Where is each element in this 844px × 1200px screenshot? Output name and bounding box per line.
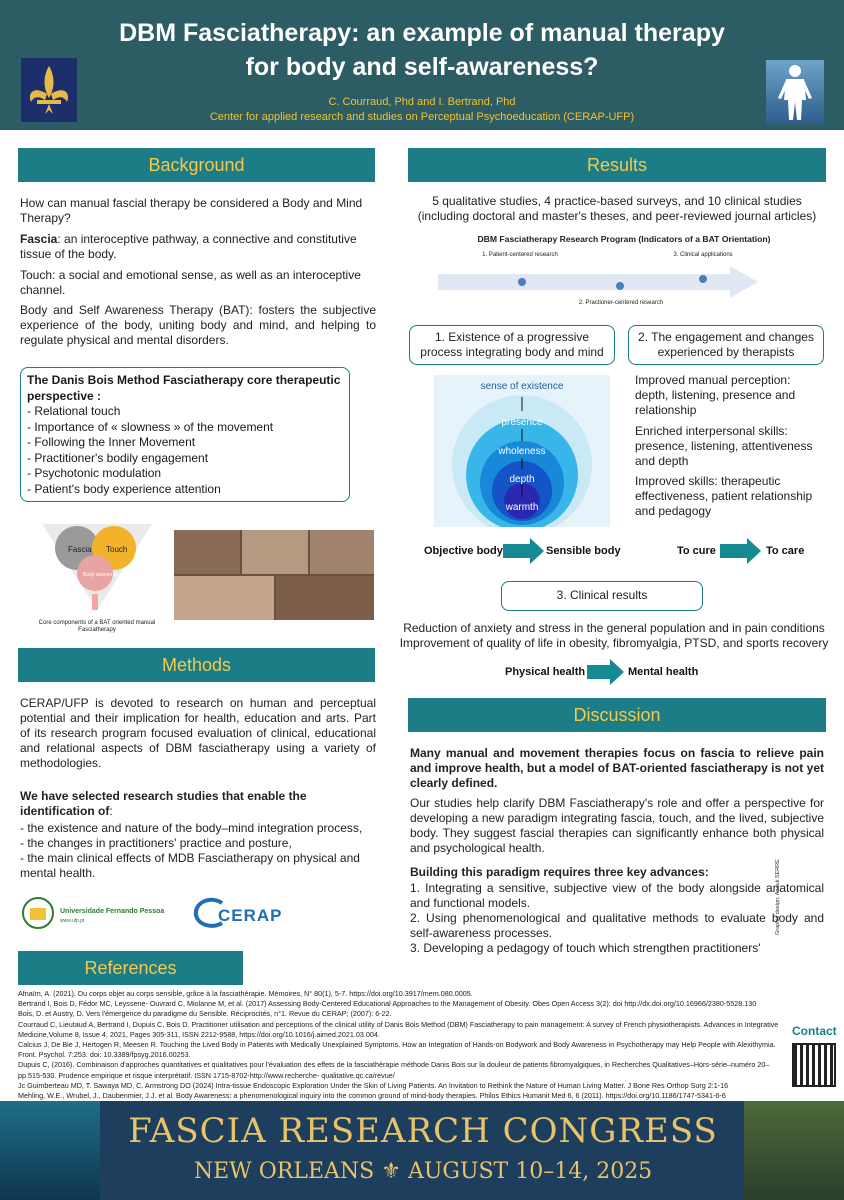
- timeline-label-3: 3. Clinical applications: [673, 252, 733, 258]
- body-figure-logo: [766, 60, 824, 124]
- discussion-heading: Discussion: [408, 698, 826, 732]
- result-box-3: 3. Clinical results: [501, 581, 703, 611]
- danis-item: - Importance of « slowness » of the movement: [27, 419, 274, 434]
- methods-list: [20, 821, 376, 881]
- congress-footer: [0, 1101, 844, 1200]
- methods-bold: [20, 789, 376, 819]
- label-warmth: warmth: [505, 502, 539, 513]
- fleur-de-lis-small-icon: ⚜: [381, 1159, 408, 1184]
- ufp-crest-icon: [20, 896, 56, 930]
- results-heading: Results: [408, 148, 826, 182]
- discussion-bold-2: Building this paradigm requires three key advances:: [410, 865, 709, 879]
- title-line-1: DBM Fasciatherapy: an example of manual therapy: [119, 19, 725, 47]
- objective-body-label: Objective body: [424, 545, 503, 557]
- danis-item: - Psychotonic modulation: [27, 466, 162, 480]
- congress-dates: AUGUST 10–14, 2025: [407, 1159, 653, 1184]
- fascia-label: Fascia: [20, 232, 58, 246]
- methods-colon: :: [109, 804, 113, 818]
- background-heading: Background: [18, 148, 375, 182]
- reference-item: Courraud C, Lieutaud A, Bertrand I, Dupuis C, Bois D. Practitioner utilisation and perceptions of the clinical utility of Danis Bois Method (DBM) Fasciatherapy to pain management: A survey of French physiotherapists. Advances in Integrative Medicine,Volume 8, Issue 4, 2021, Pages 305-311, ISSN 2212-9588, https://doi.org/10.1016/j.aimed.2021.03.004.: [18, 1019, 779, 1039]
- methods-bold-1: We have selected research studies that enable the: [20, 789, 307, 803]
- methods-item: - the changes in practitioners' practice and posture,: [20, 836, 292, 850]
- methods-item: - the main clinical effects of MDB Fasciatherapy on physical and mental health.: [20, 851, 360, 880]
- background-p1: How can manual fascial therapy be considered a Body and Mind Therapy?: [20, 196, 363, 225]
- objective-to-sensible-arrow: [503, 544, 531, 558]
- venn-center-label: Body awaren ess: [83, 572, 122, 578]
- discussion-list: [410, 881, 824, 956]
- ufp-url: www.ufp.pt: [60, 918, 85, 924]
- discussion-p2: Our studies help clarify DBM Fasciatherapy's role and offer a perspective for developing a new paradigm integrating fascia, touch, and the lived, subjective body. They suggest fascial therapies can significantly enhance both physical and psychological health.: [410, 796, 824, 855]
- therapist-change-1: Improved manual perception: depth, listening, presence and relationship: [635, 373, 796, 417]
- arrow-head: [530, 538, 544, 564]
- research-timeline: [438, 264, 760, 300]
- reference-item: Jc Guimberteau MD, T. Sawaya MD, C. Armstrong DO (2024) Intra-tissue Endoscopic Exploration Under the Skin of Living Patients. An Invitation to Rethink the Nature of Human Living Matter. J Bone Res Orthop Surg 2:1-16: [18, 1080, 729, 1090]
- nested-circles-diagram: [434, 375, 610, 527]
- venn-diagram: [32, 518, 162, 618]
- research-program-title: DBM Fasciatherapy Research Program (Indicators of a BAT Orientation): [477, 234, 771, 244]
- reference-item: Bertrand I, Bois D, Fédor MC, Leyssene- Ouvrard C, Miolanne M, et al. (2017) Assessing Body-Centered Educational Approaches to the Management of Obesity. Obes Open Access 3(2): doi http://dx.doi.org/10.16966/2380-5528.130: [18, 999, 757, 1009]
- reference-item: Afnaïm, A. (2021). Du corps objet au corps sensible, grâce à la fasciathérapie. Mémoires, N° 80(1), 5-7. https://doi.org/10.3917/mem.080.0005.: [18, 989, 473, 998]
- authors: C. Courraud, Phd and I. Bertrand, Phd: [328, 96, 516, 108]
- timeline-arrow: [438, 266, 758, 298]
- to-care-label: To care: [766, 545, 805, 557]
- sensible-body-label: Sensible body: [546, 545, 621, 557]
- therapy-photo: [174, 576, 274, 620]
- arrow-head: [610, 659, 624, 685]
- therapy-photo: [276, 576, 374, 620]
- nested-circles: [434, 375, 610, 527]
- discussion-bold-p: Many manual and movement therapies focus on fascia to relieve pain and improve health, but a model of BAT-oriented fasciatherapy is not yet clearly defined.: [410, 746, 824, 790]
- reference-item: Bois, D. et Austry, D. Vers l'émergence du paradigme du Sensible. Réciprocités, n°1. Revue du CERAP; (2007): 6-22.: [18, 1009, 392, 1019]
- therapy-photo: [174, 530, 240, 574]
- methods-item: - the existence and nature of the body–mind integration process,: [20, 821, 363, 835]
- label-wholeness: wholeness: [498, 446, 546, 457]
- danis-item: - Practitioner's bodily engagement: [27, 450, 209, 465]
- poster-title: [70, 16, 774, 84]
- timeline-label-2: 2. Practioner-centered research: [578, 300, 664, 306]
- reference-item: Mehling, W.E., Wrubel, J., Daubenmier, J.J. et al. Body Awareness: a phenomenological inquiry into the common ground of mind-body therapies. Philos Ethics Humanit Med 6, 6 (2011). https://doi.org/10.1186/1747-5341-6-6: [18, 1091, 726, 1101]
- title-line-2: for body and self-awareness?: [245, 53, 599, 81]
- label-sense-of-existence: sense of existence: [480, 381, 564, 392]
- discussion-item: 2. Using phenomenological and qualitative methods to evaluate body and self-awareness processes.: [410, 911, 824, 940]
- background-p4: Body and Self Awareness Therapy (BAT): fosters the subjective experience of the body, uniting body and mind, and helping to regulate physical and mental disorders.: [20, 303, 376, 347]
- danis-item: - Patient's body experience attention: [27, 481, 221, 496]
- danis-title-1: The Danis Bois Method Fasciatherapy core therapeutic: [27, 373, 341, 387]
- mental-health-label: Mental health: [628, 666, 699, 678]
- contact-qr-code[interactable]: [792, 1043, 836, 1087]
- results-intro: 5 qualitative studies, 4 practice-based surveys, and 10 clinical studies (including doctoral and master's theses, and peer-reviewed journal articles): [417, 194, 817, 223]
- timeline-dot: [616, 282, 624, 290]
- discussion-item: 1. Integrating a sensitive, subjective view of the body alongside anatomical and functional models.: [410, 881, 824, 910]
- methods-heading: Methods: [18, 648, 375, 682]
- therapist-change-2: Enriched interpersonal skills: presence, listening, attentiveness and depth: [635, 424, 813, 468]
- methods-p1: CERAP/UFP is devoted to research on human and perceptual potential and their implication for health, education and arts. Part of its research program focused evaluation of clinical, educational and relational aspects of DBM fasciatherapy using a variety of methodologies.: [20, 696, 376, 770]
- poster-header: [0, 0, 844, 130]
- fascia-text: : an interoceptive pathway, a connective and constitutive tissue of the body.: [20, 232, 357, 261]
- references-heading: References: [18, 951, 243, 985]
- methods-bold-2: identification of: [20, 804, 110, 818]
- footer-image-right: [744, 1101, 844, 1200]
- to-cure-label: To cure: [677, 545, 716, 557]
- cerap-logo-text: CERAP: [218, 906, 283, 925]
- references-list: [18, 989, 790, 1101]
- congress-name: FASCIA RESEARCH CONGRESS: [128, 1111, 718, 1151]
- background-p3: Touch: a social and emotional sense, as well as an interoceptive channel.: [20, 268, 361, 297]
- venn-touch-label: Touch: [106, 545, 128, 554]
- danis-item: - Following the Inner Movement: [27, 435, 196, 449]
- design-credit: Graphic design: Anouk SERRE: [775, 859, 781, 935]
- danis-item: - Relational touch: [27, 404, 121, 418]
- congress-city: NEW ORLEANS: [193, 1159, 375, 1184]
- contact-label: Contact: [792, 1024, 837, 1038]
- discussion-item: 3. Developing a pedagogy of touch which strengthen practitioners': [410, 941, 761, 955]
- timeline-label-1: 1. Patient-centered research: [482, 252, 558, 258]
- venn-fascia-label: Fascia: [68, 545, 92, 554]
- ufp-logo-text: Universidade Fernando Pessoa: [60, 908, 165, 915]
- reference-item: Dupuis C, (2016). Combinaison d'approches quantitatives et qualitatives pour l'évaluation des effets de la fasciathérapie méthode Danis Bois sur la douleur de patients fibromyalgiques, in Recherches Qualitatives–Hors-série–numéro 20–pp.515-530. Prudence empirique et risque interprétatif. ISSN 1715-8702-http://www.recherche- qualitative.qc.ca/revue/: [18, 1060, 770, 1080]
- background-p2: [20, 232, 376, 262]
- timeline-dot: [699, 275, 707, 283]
- clinical-result-2: Improvement of quality of life in obesity, fibromyalgia, PTSD, and sports recovery: [399, 636, 829, 650]
- therapy-photo-collage: [174, 530, 374, 620]
- timeline-dot: [518, 278, 526, 286]
- arrow-head: [747, 538, 761, 564]
- danis-bois-box: [20, 367, 350, 502]
- congress-location-date: [108, 1159, 738, 1184]
- therapy-photo: [242, 530, 308, 574]
- clinical-result-1: Reduction of anxiety and stress in the general population and in pain conditions: [403, 621, 825, 635]
- label-depth: depth: [509, 474, 535, 485]
- physical-to-mental-arrow: [587, 665, 611, 679]
- therapist-change-3: Improved skills: therapeutic effectiveness, patient relationship and pedagogy: [635, 474, 813, 518]
- venn-caption: Core components of a BAT oriented manual Fasciatherapy: [38, 620, 156, 633]
- therapy-photo: [310, 530, 374, 574]
- label-presence: presence: [501, 417, 543, 428]
- danis-title-2: perspective :: [27, 388, 102, 403]
- cure-to-care-arrow: [720, 544, 748, 558]
- result-box-1: 1. Existence of a progressive process integrating body and mind: [409, 325, 615, 365]
- footer-image-left: [0, 1101, 100, 1200]
- result-box-2: 2. The engagement and changes experienced by therapists: [628, 325, 824, 365]
- human-body-icon: [766, 60, 824, 124]
- affiliation: Center for applied research and studies on Perceptual Psychoeducation (CERAP-UFP): [209, 111, 635, 123]
- physical-health-label: Physical health: [505, 666, 586, 678]
- reference-item: Calcius J, De Bie J, Hertogen R, Meesen R. Touching the Lived Body in Patients with Medically Unexplained Symptoms. How an Integration of Hands-on Bodywork and Body Awareness in Psychotherapy may Help People with Alexithymia. Front. Psychol. 7:253. doi: 10.3389/fpsyg.2016.00253.: [18, 1040, 776, 1060]
